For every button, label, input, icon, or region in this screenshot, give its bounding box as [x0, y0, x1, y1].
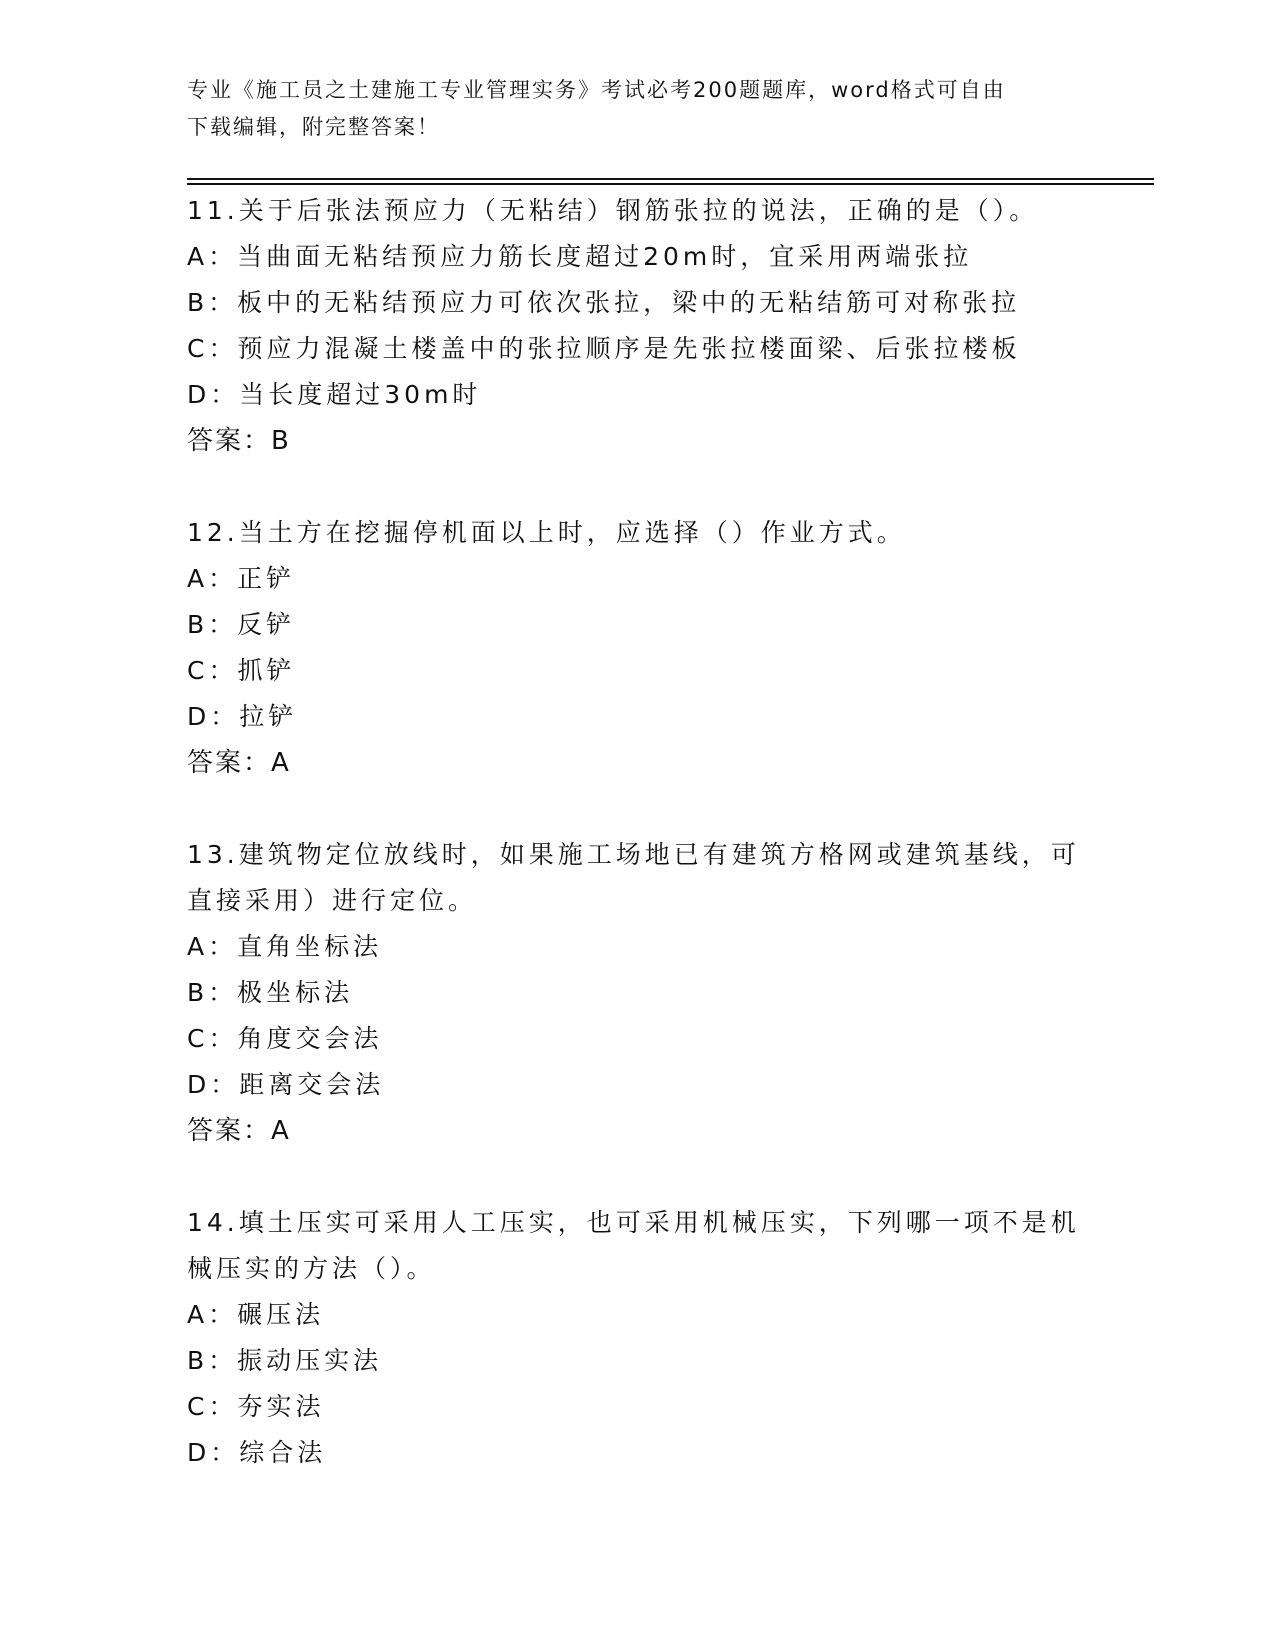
- header-line-1: 专业《施工员之土建施工专业管理实务》考试必考200题题库，word格式可自由: [187, 78, 1006, 102]
- header-divider-bottom: [187, 183, 1154, 185]
- option-c: C：抓铲: [187, 656, 296, 685]
- option-c: C：预应力混凝土楼盖中的张拉顺序是先张拉楼面梁、后张拉楼板: [187, 334, 1021, 363]
- option-a: A：碾压法: [187, 1300, 325, 1329]
- option-b: B：振动压实法: [187, 1346, 383, 1375]
- header-line-2: 下载编辑，附完整答案！: [187, 115, 440, 139]
- answer-line: 答案：B: [187, 426, 291, 456]
- question-14: [187, 1200, 1087, 1476]
- question-stem-continued: 直接采用）进行定位。: [187, 886, 478, 915]
- question-stem: 13.建筑物定位放线时，如果施工场地已有建筑方格网或建筑基线，可: [187, 840, 1080, 869]
- option-d: D：拉铲: [187, 702, 298, 731]
- question-11: [187, 188, 1087, 464]
- option-b: B：板中的无粘结预应力可依次张拉，梁中的无粘结筋可对称张拉: [187, 288, 1021, 317]
- option-c: C：夯实法: [187, 1392, 325, 1421]
- answer-line: 答案：A: [187, 1116, 291, 1146]
- question-stem: 14.填土压实可采用人工压实，也可采用机械压实，下列哪一项不是机: [187, 1208, 1080, 1237]
- header-divider-top: [187, 178, 1154, 180]
- document-header: [187, 72, 1067, 146]
- option-a: A：正铲: [187, 564, 296, 593]
- option-d: D：当长度超过30m时: [187, 380, 482, 409]
- question-12: [187, 510, 1087, 786]
- option-a: A：当曲面无粘结预应力筋长度超过20m时，宜采用两端张拉: [187, 242, 973, 271]
- question-stem-continued: 械压实的方法（）。: [187, 1254, 436, 1283]
- option-b: B：极坐标法: [187, 978, 354, 1007]
- question-13: [187, 832, 1087, 1154]
- option-b: B：反铲: [187, 610, 296, 639]
- option-c: C：角度交会法: [187, 1024, 383, 1053]
- question-stem: 12.当土方在挖掘停机面以上时，应选择（）作业方式。: [187, 518, 906, 547]
- option-a: A：直角坐标法: [187, 932, 383, 961]
- question-list: [187, 188, 1087, 1522]
- answer-line: 答案：A: [187, 748, 291, 778]
- option-d: D：距离交会法: [187, 1070, 385, 1099]
- question-stem: 11.关于后张法预应力（无粘结）钢筋张拉的说法，正确的是（）。: [187, 196, 1039, 225]
- option-d: D：综合法: [187, 1438, 327, 1467]
